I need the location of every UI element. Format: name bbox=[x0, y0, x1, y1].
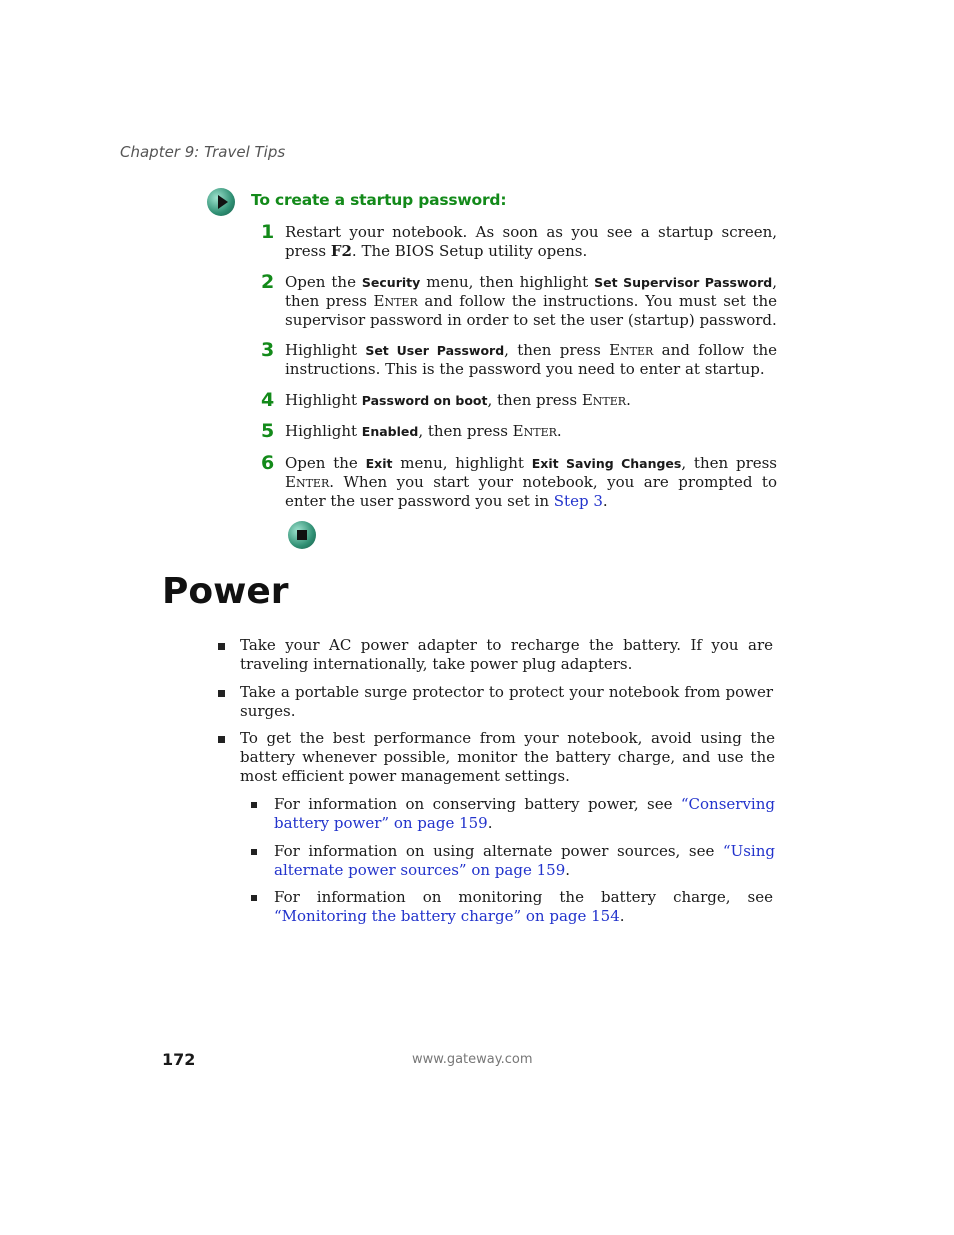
step-text bbox=[285, 422, 777, 441]
ui-term: Enabled bbox=[361, 424, 419, 439]
cross-reference-link[interactable]: “Conserving battery power” on page 159 bbox=[274, 795, 775, 832]
text-run: . bbox=[556, 422, 562, 440]
step-number: 4 bbox=[261, 389, 275, 411]
text-run: Open the bbox=[285, 273, 362, 291]
step-text bbox=[285, 273, 777, 330]
text-run: and follow the instructions. You must set the supervisor password in order to set the user (startup) password. bbox=[285, 292, 777, 329]
sub-bullet-icon bbox=[251, 849, 257, 855]
step-text bbox=[285, 341, 777, 379]
text-run: For information on conserving battery power, see bbox=[274, 795, 681, 813]
text-run: , then press bbox=[418, 422, 513, 440]
text-run: , then press bbox=[285, 273, 777, 310]
cross-reference-link[interactable]: Step 3 bbox=[553, 492, 603, 510]
text-run: . When you start your notebook, you are prompted to enter the user password you set in bbox=[285, 473, 777, 510]
key-name: Enter bbox=[285, 473, 330, 491]
text-run: , then press bbox=[681, 454, 778, 472]
bullet-text bbox=[240, 729, 775, 786]
text-run: menu, highlight bbox=[392, 454, 532, 472]
text-run: . bbox=[602, 492, 608, 510]
procedure-title: To create a startup password: bbox=[251, 191, 507, 209]
section-title: Power bbox=[162, 571, 289, 612]
text-run: Highlight bbox=[285, 391, 362, 409]
key-name: Enter bbox=[609, 341, 654, 359]
text-run: and follow the instructions. This is the password you need to enter at startup. bbox=[285, 341, 778, 378]
step-text bbox=[285, 454, 777, 511]
text-run: , then press bbox=[504, 341, 610, 359]
key-name: Enter bbox=[581, 391, 627, 409]
key-name: Enter bbox=[373, 292, 418, 310]
sub-bullet-text bbox=[274, 888, 773, 926]
cross-reference-link[interactable]: “Using alternate power sources” on page 159 bbox=[274, 842, 775, 879]
bullet-text bbox=[240, 636, 773, 674]
ui-term: Security bbox=[361, 275, 421, 290]
footer-url: www.gateway.com bbox=[412, 1052, 533, 1067]
sub-bullet-icon bbox=[251, 802, 257, 808]
bullet-icon bbox=[218, 690, 225, 697]
cross-reference-link[interactable]: “Monitoring the battery charge” on page 154 bbox=[274, 907, 620, 925]
text-run: Highlight bbox=[285, 422, 362, 440]
step-number: 1 bbox=[261, 221, 275, 243]
page-number: 172 bbox=[162, 1050, 196, 1069]
text-run: . bbox=[626, 391, 631, 409]
ui-term: Password on boot bbox=[361, 393, 488, 408]
step-text bbox=[285, 223, 777, 261]
text-run: Take a portable surge protector to protect your notebook from power surges. bbox=[240, 683, 773, 720]
step-number: 3 bbox=[261, 339, 275, 361]
text-run: . The BIOS Setup utility opens. bbox=[351, 242, 588, 260]
step-number: 2 bbox=[261, 271, 275, 293]
text-run: . bbox=[565, 861, 571, 879]
text-run: Open the bbox=[285, 454, 366, 472]
procedure-end-icon bbox=[288, 521, 316, 549]
text-run: To get the best performance from your notebook, avoid using the battery whenever possible, monitor the battery charge, and use the most efficient power management settings. bbox=[240, 729, 775, 785]
text-run: . bbox=[487, 814, 493, 832]
text-run: Restart your notebook. As soon as you see a startup screen, press bbox=[285, 223, 777, 260]
text-run: For information on using alternate power sources, see bbox=[274, 842, 723, 860]
bullet-icon bbox=[218, 736, 225, 743]
sub-bullet-icon bbox=[251, 895, 257, 901]
key-name: Enter bbox=[512, 422, 557, 440]
step-text bbox=[285, 391, 777, 410]
step-number: 5 bbox=[261, 420, 275, 442]
bullet-icon bbox=[218, 643, 225, 650]
sub-bullet-text bbox=[274, 795, 775, 833]
procedure-arrow-icon bbox=[207, 188, 235, 216]
sub-bullet-text bbox=[274, 842, 775, 880]
text-run: Take your AC power adapter to recharge the battery. If you are traveling internationally, take power plug adapters. bbox=[240, 636, 773, 673]
text-run: menu, then highlight bbox=[420, 273, 595, 291]
text-run: Highlight bbox=[285, 341, 366, 359]
ui-term: Set User Password bbox=[365, 343, 505, 358]
ui-term: Set Supervisor Password bbox=[594, 275, 773, 290]
text-run: , then press bbox=[487, 391, 582, 409]
running-head: Chapter 9: Travel Tips bbox=[120, 143, 286, 161]
key-name: F2 bbox=[330, 242, 352, 260]
text-run: For information on monitoring the battery charge, see bbox=[274, 888, 773, 906]
text-run: . bbox=[619, 907, 625, 925]
step-number: 6 bbox=[261, 452, 275, 474]
ui-term: Exit Saving Changes bbox=[531, 456, 682, 471]
ui-term: Exit bbox=[365, 456, 393, 471]
bullet-text bbox=[240, 683, 773, 721]
